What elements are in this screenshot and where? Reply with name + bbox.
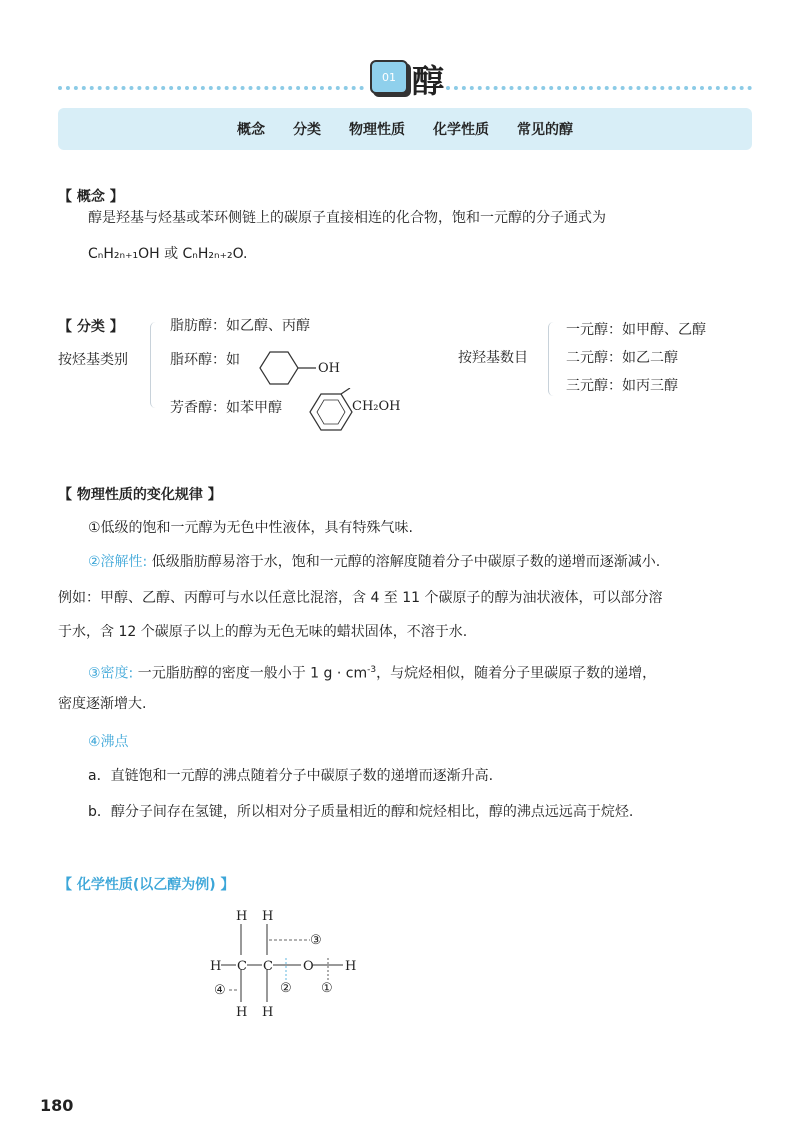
formula-or: 或 — [164, 246, 179, 262]
chapter-title: 醇 — [412, 62, 445, 100]
cyclohexanol-oh-label: OH — [318, 361, 340, 376]
bond-label-1: ① — [321, 981, 333, 996]
bond-label-3: ③ — [310, 933, 322, 948]
atom-o: O — [303, 959, 314, 974]
solubility-text: 低级脂肪醇易溶于水，饱和一元醇的溶解度随着分子中碳原子数的递增而逐渐减小. — [151, 554, 661, 570]
ethanol-bond-diagram — [200, 904, 380, 1024]
nav-item-chemical[interactable]: 化学性质 — [433, 122, 489, 138]
boiling-point-b: b．醇分子间存在氢键，所以相对分子质量相近的醇和烷烃相比，醇的沸点远远高于烷烃. — [88, 804, 634, 820]
header-dotted-rule-right — [446, 86, 752, 90]
header-dotted-rule-left — [58, 86, 364, 90]
physical-p3-line2: 密度逐渐增大. — [58, 696, 147, 712]
right-brace — [548, 322, 559, 396]
physical-p3-line1 — [88, 660, 656, 684]
density-text-b: ，与烷烃相似，随着分子里碳原子数的递增， — [376, 665, 657, 682]
density-label: ③密度: — [88, 665, 134, 682]
nav-item-common[interactable]: 常见的醇 — [517, 122, 573, 138]
boiling-point-a: a．直链饱和一元醇的沸点随着分子中碳原子数的递增而逐渐升高. — [88, 768, 494, 784]
class-right-item-mono: 一元醇：如甲醇、乙醇 — [566, 322, 706, 338]
left-brace — [150, 322, 161, 408]
atom-h-left: H — [210, 959, 222, 974]
concept-text: 醇是羟基与烃基或苯环侧链上的碳原子直接相连的化合物，饱和一元醇的分子通式为 — [88, 210, 606, 226]
chemical-heading: 【 化学性质(以乙醇为例) 】 — [58, 877, 235, 893]
nav-item-classification[interactable]: 分类 — [293, 122, 321, 138]
page-number: 180 — [40, 1096, 74, 1115]
class-right-item-tri: 三元醇：如丙三醇 — [566, 378, 678, 394]
class-left-item-aliphatic: 脂肪醇：如乙醇、丙醇 — [170, 318, 310, 334]
density-unit-exponent: -3 — [367, 665, 377, 675]
benzyl-alcohol-structure — [304, 388, 414, 440]
chapter-number-badge: 01 — [370, 60, 408, 94]
class-right-item-di: 二元醇：如乙二醇 — [566, 350, 678, 366]
density-text-a: 一元脂肪醇的密度一般小于 1 g · cm — [137, 665, 368, 682]
formula-general-a: CₙH₂ₙ₊₁OH — [88, 246, 160, 262]
topic-nav-bar — [58, 108, 752, 150]
physical-p1: ①低级的饱和一元醇为无色中性液体，具有特殊气味. — [88, 520, 413, 536]
nav-item-physical[interactable]: 物理性质 — [349, 122, 405, 138]
atom-h-bottom-1: H — [236, 1005, 248, 1020]
atom-c2: C — [263, 959, 273, 974]
concept-heading: 【 概念 】 — [58, 189, 124, 205]
atom-h-top-2: H — [262, 909, 274, 924]
atom-c1: C — [237, 959, 247, 974]
physical-p2-line1 — [88, 552, 660, 572]
class-left-item-alicyclic: 脂环醇：如 — [170, 352, 240, 368]
physical-heading: 【 物理性质的变化规律 】 — [58, 487, 222, 503]
class-left-item-aromatic: 芳香醇：如苯甲醇 — [170, 400, 282, 416]
classification-heading: 【 分类 】 — [58, 319, 124, 335]
boiling-point-label: ④沸点 — [88, 734, 129, 750]
cyclohexanol-structure — [256, 348, 346, 388]
nav-item-concept[interactable]: 概念 — [237, 122, 265, 138]
bond-label-4: ④ — [214, 983, 226, 998]
atom-h-right: H — [345, 959, 357, 974]
benzyl-ch2oh-label: CH₂OH — [352, 399, 401, 414]
atom-h-bottom-2: H — [262, 1005, 274, 1020]
physical-p2-line2: 例如：甲醇、乙醇、丙醇可与水以任意比混溶，含 4 至 11 个碳原子的醇为油状液体，可以部分溶 — [58, 590, 663, 606]
class-right-label: 按羟基数目 — [458, 350, 528, 366]
concept-formula — [88, 244, 248, 264]
atom-h-top-1: H — [236, 909, 248, 924]
physical-p2-line3: 于水，含 12 个碳原子以上的醇为无色无味的蜡状固体，不溶于水. — [58, 624, 468, 640]
class-left-label: 按烃基类别 — [58, 352, 128, 368]
solubility-label: ②溶解性: — [88, 554, 148, 570]
formula-general-b: CₙH₂ₙ₊₂O. — [182, 246, 248, 262]
bond-label-2: ② — [280, 981, 292, 996]
